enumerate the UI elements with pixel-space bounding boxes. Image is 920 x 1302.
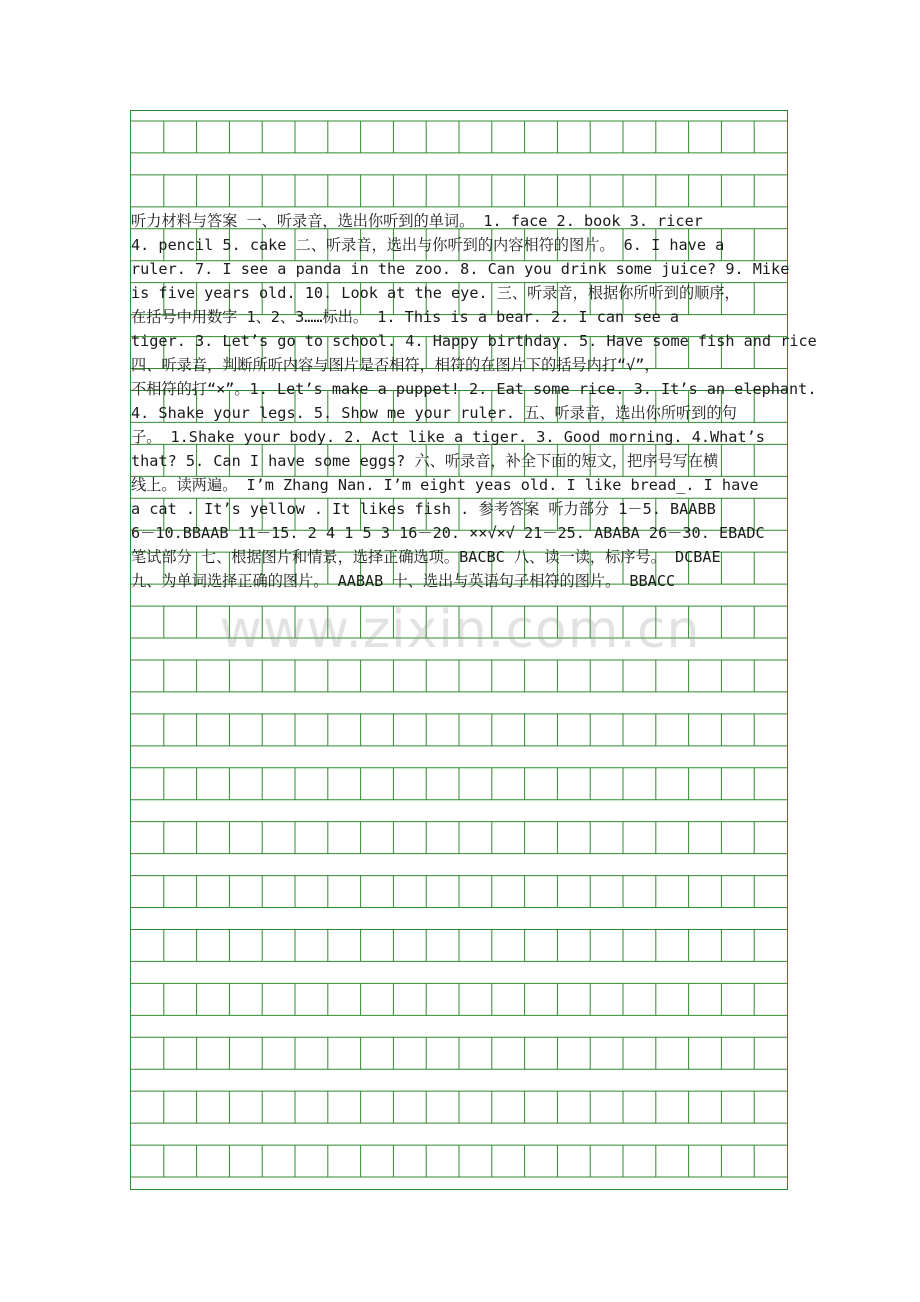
text-line: 6－10.BBAAB 11－15. 2 4 1 5 3 16－20. ××√×√ 21－25. ABABA 26－30. EBADC <box>131 524 765 542</box>
listening-material-answers <box>131 209 851 593</box>
text-line: 子。 1.Shake your body. 2. Act like a tiger. 3. Good morning. 4.What’s <box>131 428 765 446</box>
text-line: a cat . It’s yellow . It likes fish . 参考答案 听力部分 1－5. BAABB <box>131 500 716 518</box>
text-line: is five years old. 10. Look at the eye. 三、听录音，根据你所听到的顺序， <box>131 284 740 302</box>
text-line: that? 5. Can I have some eggs? 六、听录音，补全下面的短文，把序号写在横 <box>131 452 719 470</box>
text-line: 四、听录音，判断所听内容与图片是否相符，相符的在图片下的括号内打“√”， <box>131 356 660 374</box>
answer-grid-sheet <box>130 110 817 1190</box>
text-line: 笔试部分 七、根据图片和情景，选择正确选项。BACBC 八、读一读，标序号。 DCBAE <box>131 548 721 566</box>
text-line: 不相符的打“×”。1. Let’s make a puppet! 2. Eat some rice. 3. It’s an elephant. <box>131 380 817 398</box>
text-line: ruler. 7. I see a panda in the zoo. 8. Can you drink some juice? 9. Mike <box>131 260 790 278</box>
watermark: www.zixin.com.cn <box>219 600 701 660</box>
text-line: 在括号中用数字 1、2、3……标出。 1. This is a bear. 2. I can see a <box>131 308 679 326</box>
text-line: 4. pencil 5. cake 二、听录音，选出与你听到的内容相符的图片。 6. I have a <box>131 236 725 254</box>
text-line: 4. Shake your legs. 5. Show me your ruler. 五、听录音，选出你所听到的句 <box>131 404 737 422</box>
text-line: tiger. 3. Let’s go to school. 4. Happy birthday. 5. Have some fish and rice <box>131 332 817 350</box>
text-line: 九、为单词选择正确的图片。 AABAB 十、选出与英语句子相符的图片。 BBACC <box>131 572 676 590</box>
text-line: 听力材料与答案 一、听录音，选出你听到的单词。 1. face 2. book 3. ricer <box>131 212 703 230</box>
text-line: 线上。读两遍。 I’m Zhang Nan. I’m eight yeas old. I like bread_. I have <box>131 476 759 494</box>
